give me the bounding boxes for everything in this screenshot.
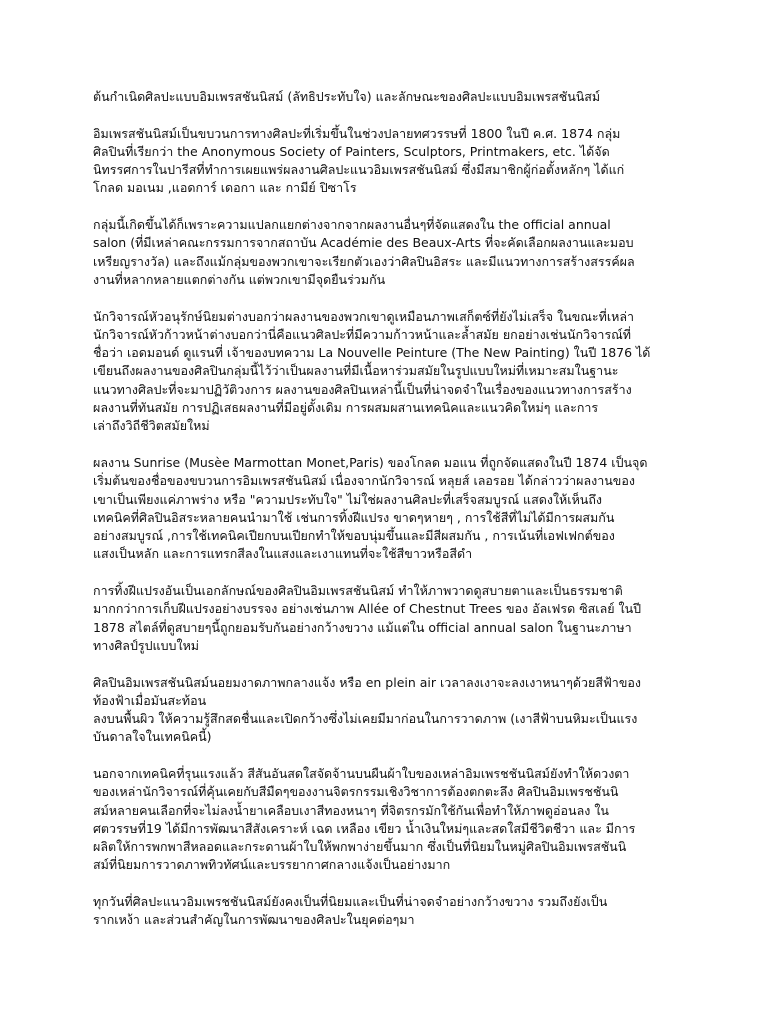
- paragraph-line: สม์หลายคนเลือกที่จะไม่ลงน้ำยาเคลือบเงาสีทองหนาๆ ที่จิตรกรมักใช้กันเพื่อทำให้ภาพดูอ่อนลง ใน: [93, 802, 609, 818]
- document-body: [93, 125, 683, 930]
- paragraph-line: ลงบนพื้นผิว ให้ความรู้สึกสดชื่นและเปิดกว้างซึ่งไม่เคยมีมาก่อนในการวาดภาพ (เงาสีฟ้าบนหิมะเป็นแรง: [93, 711, 638, 727]
- paragraph-line: แสงเป็นหลัก และการแทรกสีลงในแสงและเงาแทนที่จะใช้สีขาวหรือสีดำ: [93, 546, 473, 562]
- paragraph-line: ทางศิลป์รูปแบบใหม่: [93, 637, 200, 653]
- paragraph-line: นิทรรศการในปารีสที่ทำการเผยแพร่ผลงานศิลปะแนวอิมเพรสชันนิสม์ ซึ่งมีสมาชิกผู้ก่อตั้งหลักๆ ได้แก่: [93, 162, 625, 178]
- paragraph-line: ศิลปินอิมเพรสชันนิสม์นอยมงาดภาพกลางแจ้ง หรือ en plein air เวลาลงเงาจะลงเงาหนาๆด้วยสีฟ้าของ: [93, 674, 641, 690]
- paragraph-line: ของเหล่านักวิจารณ์ที่คุ้นเคยกับสีมืดๆของงานจิตรกรรมเชิงวิชาการต้องตกตะลึง ศิลปินอิมเพรชชันนิ: [93, 784, 619, 800]
- paragraph-7: [93, 765, 683, 875]
- paragraph-line: อิมเพรสชันนิสม์เป็นขบวนการทางศิลปะที่เริ่มขึ้นในช่วงปลายทศวรรษที่ 1800 ในปี ค.ศ. 1874 กลุ่ม: [93, 125, 621, 141]
- paragraph-line: แนวทางศิลปะที่จะมาปฏิวัติวงการ ผลงานของศิลปินเหล่านี้เป็นที่น่าจดจำในเรื่องของแนวทางการสร้าง: [93, 381, 632, 397]
- paragraph-line: เริ่มต้นของชื่อของขบวนการอิมเพรสชันนิสม์ เนื่องจากนักวิจารณ์ หลุยส์ เลอรอย ได้กล่าวว่าผลงานของ: [93, 473, 635, 489]
- document-page: [93, 88, 683, 948]
- paragraph-line: ศิลปินที่เรียกว่า the Anonymous Society of Painters, Sculptors, Printmakers, etc. ได้จัด: [93, 143, 610, 159]
- paragraph-line: โกลด มอเนม ,แอดการ์ เดอกา และ กามีย์ ปิซาโร: [93, 180, 357, 196]
- paragraph-3: [93, 308, 683, 436]
- paragraph-line: ผลงานที่ทันสมัย การปฏิเสธผลงานที่มีอยู่ดั้งเดิม การผสมผสานเทคนิคและแนวคิดใหม่ๆ และการ: [93, 400, 599, 416]
- title-line: ต้นกำเนิดศิลปะแบบอิมเพรสชันนิสม์ (ลัทธิประทับใจ) และลักษณะของศิลปะแบบอิมเพรสชันนิสม์: [93, 89, 601, 104]
- paragraph-line: ศตวรรษที่19 ได้มีการพัฒนาสีสังเคราะห์ เฉด เหลือง เขียว น้ำเงินใหม่ๆและสดใสมีชีวิตชีวา และ มีการ: [93, 820, 636, 836]
- paragraph-line: ท้องฟ้าเมื่อมันสะท้อน: [93, 692, 207, 708]
- paragraph-line: การทิ้งฝีแปรงอันเป็นเอกลักษณ์ของศิลปินอิมเพรสชันนิสม์ ทำให้ภาพวาดดูสบายตาและเป็นธรรมชาติ: [93, 583, 623, 599]
- paragraph-line: มากกว่าการเก็บฝีแปรงอย่างบรรจง อย่างเช่นภาพ Allée of Chestnut Trees ของ อัลเฟรด ซิสเลย์ ในปี: [93, 601, 642, 617]
- paragraph-8: [93, 893, 683, 930]
- paragraph-line: เหรียญรางวัล) และถึงแม้กลุ่มของพวกเขาจะเรียกตัวเองว่าศิลปินอิสระ และมีแนวทางการสร้างสรรค์ผล: [93, 253, 635, 269]
- paragraph-line: ผลิตให้การพกพาสีหลอดและกระดานผ้าใบให้พกพาง่ายขึ้นมาก ซึ่งเป็นที่นิยมในหมู่ศิลปินอิมเพรสชันนิ: [93, 839, 627, 855]
- paragraph-line: นอกจากเทคนิคที่รุนแรงแล้ว สีสันอันสดใสจัดจ้านบนผืนผ้าใบของเหล่าอิมเพรชชันนิสม์ยังทำให้ดวงตา: [93, 765, 630, 781]
- paragraph-line: นักวิจารณ์หัวอนุรักษ์นิยมต่างบอกว่าผลงานของพวกเขาดูเหมือนภาพเสก็ตซ์ที่ยังไม่เสร็จ ในขณะที่เหล่า: [93, 308, 635, 324]
- paragraph-line: 1878 สไตล์ที่ดูสบายๆนี้ถูกยอมรับกันอย่างกว้างขวาง แม้แต่ใน official annual salon ในฐานะภาษา: [93, 619, 632, 635]
- paragraph-line: ชื่อว่า เอดมอนด์ ดูแรนที่ เจ้าของบทความ La Nouvelle Peinture (The New Painting) ในปี 1876 ได้: [93, 345, 651, 361]
- paragraph-1: [93, 125, 683, 198]
- paragraph-5: [93, 582, 683, 655]
- paragraph-line: อย่างสมบูรณ์ ,การใช้เทคนิคเปียกบนเปียกทำให้ขอบนุ่มขึ้นและมีสีผสมกัน , การเน้นที่เอฟเฟกต์ของ: [93, 528, 615, 544]
- paragraph-line: รากเหง้า และส่วนสำคัญในการพัฒนาของศิลปะในยุคต่อๆมา: [93, 912, 415, 928]
- paragraph-line: เทคนิคที่ศิลปินอิสระหลายคนนำมาใช้ เช่นการทิ้งฝีแปรง ขาดๆหายๆ , การใช้สีที่ไม่ได้มีการผสมกัน: [93, 509, 615, 525]
- paragraph-line: ทุกวันที่ศิลปะแนวอิมเพรชชันนิสม์ยังคงเป็นที่นิยมและเป็นที่น่าจดจำอย่างกว้างขวาง รวมถึงยังเป็น: [93, 894, 608, 910]
- paragraph-2: [93, 216, 683, 289]
- paragraph-line: บันดาลใจในเทคนิคนี้): [93, 729, 212, 745]
- paragraph-6: [93, 674, 683, 747]
- paragraph-line: เล่าถึงวิถีชีวิตสมัยใหม่: [93, 418, 210, 434]
- paragraph-line: นักวิจารณ์หัวก้าวหน้าต่างบอกว่านี่คือแนวศิลปะที่มีความก้าวหน้าและล้ำสมัย ยกอย่างเช่นนักวิจารณ์ที่: [93, 326, 632, 342]
- paragraph-line: งานที่หลากหลายแตกต่างกัน แต่พวกเขามีจุดยืนร่วมกัน: [93, 271, 386, 287]
- paragraph-line: ผลงาน Sunrise (Musèe Marmottan Monet,Paris) ของโกลด มอแน ที่ถูกจัดแสดงในปี 1874 เป็นจุด: [93, 454, 648, 470]
- paragraph-4: [93, 454, 683, 564]
- paragraph-line: สม์ที่นิยมการวาดภาพทิวทัศน์และบรรยากาศกลางแจ้งเป็นอย่างมาก: [93, 857, 451, 873]
- paragraph-line: เขาเป็นเพียงแค่ภาพร่าง หรือ "ความประทับใจ" ไม่ใช่ผลงานศิลปะที่เสร็จสมบูรณ์ แสดงให้เห็นถึง: [93, 491, 603, 507]
- paragraph-line: กลุ่มนี้เกิดขึ้นได้ก็เพราะความแปลกแยกต่างจากจากผลงานอื่นๆที่จัดแสดงใน the official annual: [93, 217, 611, 233]
- paragraph-line: salon (ที่มีเหล่าคณะกรรมการจากสถาบัน Académie des Beaux-Arts ที่จะคัดเลือกผลงานและมอบ: [93, 235, 634, 251]
- paragraph-line: เขียนถึงผลงานของศิลปินกลุ่มนี้ไว้ว่าเป็นผลงานที่มีเนื้อหาร่วมสมัยในรูปแบบใหม่ที่เหมาะสมในฐานะ: [93, 363, 619, 379]
- document-title: [93, 88, 683, 106]
